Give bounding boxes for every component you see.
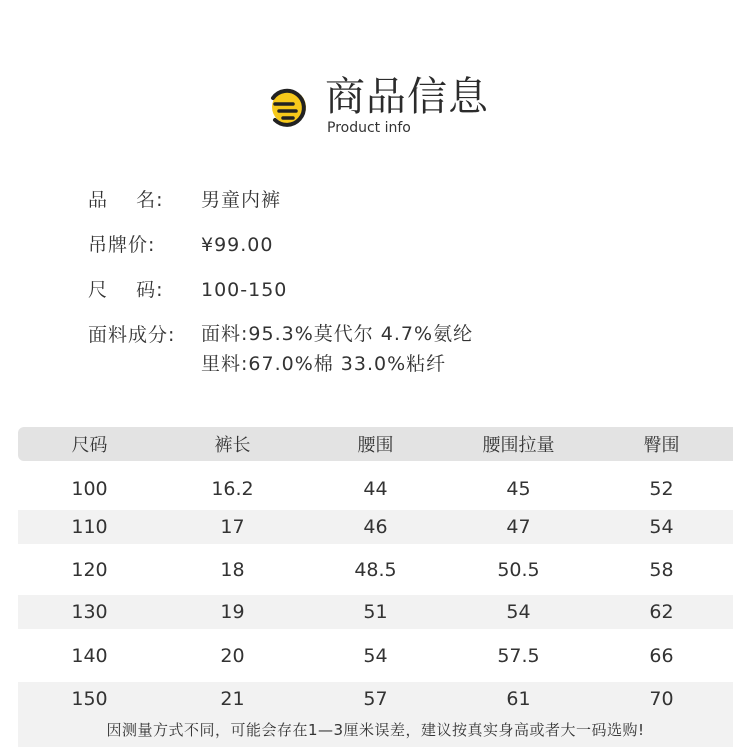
page-title: 商品信息 <box>325 74 489 120</box>
info-label: 面料成分: <box>88 324 176 346</box>
table-cell: 62 <box>649 601 674 623</box>
info-label: 品 名: <box>88 189 164 211</box>
size-table <box>18 427 733 716</box>
table-cell: 21 <box>220 688 245 710</box>
info-row-size <box>88 274 473 319</box>
table-cell: 46 <box>363 516 388 538</box>
table-row <box>18 510 733 544</box>
table-header-row <box>18 427 733 461</box>
info-row-price <box>88 229 473 274</box>
table-cell: 51 <box>363 601 388 623</box>
table-cell: 52 <box>649 477 674 500</box>
info-label: 吊牌价: <box>88 234 156 256</box>
info-value: 面料:95.3%莫代尔 4.7%氨纶 <box>201 323 474 345</box>
table-cell: 110 <box>71 516 108 538</box>
column-header: 腰围 <box>357 435 394 456</box>
table-cell: 50.5 <box>497 558 540 581</box>
product-details <box>88 184 473 379</box>
table-cell: 66 <box>649 644 674 667</box>
table-cell: 58 <box>649 558 674 581</box>
table-row <box>18 682 733 716</box>
table-cell: 44 <box>363 477 388 500</box>
table-cell: 16.2 <box>211 477 254 500</box>
info-row-material <box>88 319 473 379</box>
document-list-icon <box>263 76 311 136</box>
table-cell: 18 <box>220 558 245 581</box>
table-cell: 20 <box>220 644 245 667</box>
table-row <box>18 544 733 595</box>
column-header: 裤长 <box>214 435 251 456</box>
table-cell: 57 <box>363 688 388 710</box>
material-values <box>201 319 473 379</box>
table-cell: 54 <box>649 516 674 538</box>
table-cell: 130 <box>71 601 108 623</box>
table-row <box>18 467 733 510</box>
measurement-note: 因测量方式不同，可能会存在1—3厘米误差，建议按真实身高或者大一码选购! <box>18 714 733 747</box>
column-header: 臀围 <box>643 435 680 456</box>
table-cell: 45 <box>506 477 531 500</box>
table-cell: 61 <box>506 688 531 710</box>
page-subtitle: Product info <box>327 120 411 136</box>
table-cell: 140 <box>71 644 108 667</box>
table-cell: 70 <box>649 688 674 710</box>
table-cell: 47 <box>506 516 531 538</box>
table-cell: 19 <box>220 601 245 623</box>
info-value: 100-150 <box>201 279 288 301</box>
table-cell: 57.5 <box>497 644 540 667</box>
product-info-header <box>263 74 489 138</box>
info-label: 尺 码: <box>88 279 164 301</box>
column-header: 尺码 <box>71 435 108 456</box>
table-cell: 54 <box>506 601 531 623</box>
info-row-name <box>88 184 473 229</box>
info-value: 里料:67.0%棉 33.0%粘纤 <box>201 353 447 375</box>
table-cell: 120 <box>71 558 108 581</box>
info-value: 男童内裤 <box>201 189 282 211</box>
table-cell: 150 <box>71 688 108 710</box>
column-header: 腰围拉量 <box>482 435 555 456</box>
table-cell: 48.5 <box>354 558 397 581</box>
table-cell: 100 <box>71 477 108 500</box>
table-row <box>18 629 733 682</box>
table-cell: 54 <box>363 644 388 667</box>
info-value: ¥99.00 <box>201 234 274 256</box>
table-cell: 17 <box>220 516 245 538</box>
table-row <box>18 595 733 629</box>
